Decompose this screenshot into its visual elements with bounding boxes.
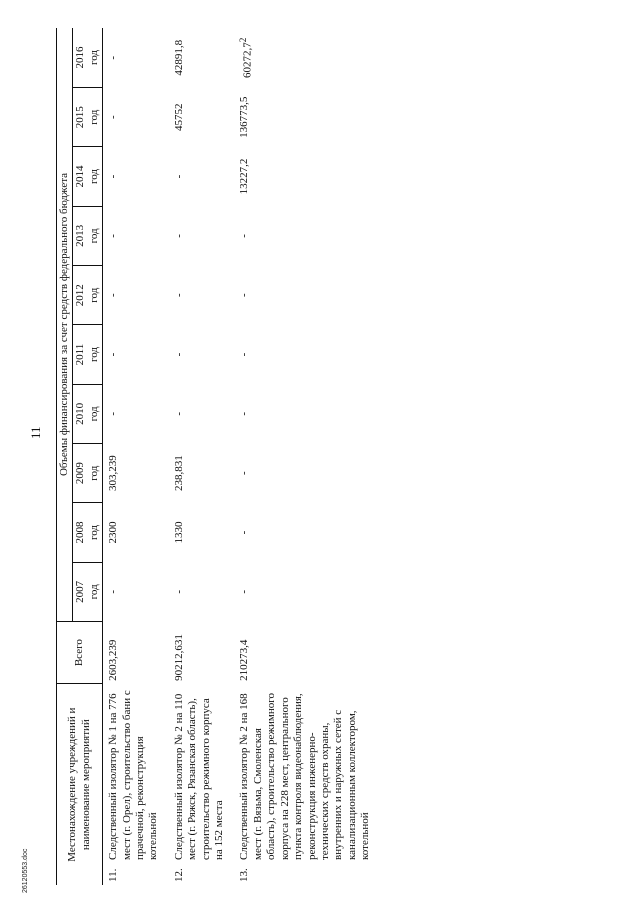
row-name-cell: 12. Следственный изолятор № 2 на 110 мест (г. Ряжск, Рязанская область), строительство режимного корпуса на 152 места xyxy=(172,693,226,882)
row-value: 303,239 xyxy=(107,455,120,492)
header-name: Местонахождение учреждений и наименование мероприятий xyxy=(57,684,103,885)
row-value: - xyxy=(238,352,251,357)
row-total: 210273,4 xyxy=(238,639,251,681)
row-value: - xyxy=(107,174,120,179)
row-value: - xyxy=(107,589,120,594)
header-group: Объемы финансирования за счет средств федерального бюджета xyxy=(57,28,73,621)
page-number: 11 xyxy=(28,426,43,439)
header-total: Всего xyxy=(57,621,103,683)
table-row xyxy=(103,28,169,885)
row-value: 42891,8 xyxy=(172,39,185,76)
row-value: 1330 xyxy=(172,521,185,544)
row-name-cell: 13. Следственный изолятор № 2 на 168 мест (г. Вязьма, Смоленская область), строительство режимного корпуса на 228 мест, центрального пункта контроля видеонаблюдения, реконструкция инженерно-технических средств охраны, внутренних и наружных сетей с канализационным коллектором, котельной xyxy=(238,693,372,882)
row-name-cell: 11. Следственный изолятор № 1 на 776 мест (г. Орел), строительство бани с прачечной, реконструкция котельной xyxy=(107,690,160,882)
footer-code: 26120553.doc xyxy=(22,848,29,893)
row-value: - xyxy=(107,352,120,357)
row-value: 136773,5 xyxy=(238,96,251,138)
row-value: - xyxy=(107,412,120,416)
header-year: 2009 год xyxy=(73,444,103,503)
header-year: 2016 год xyxy=(73,28,103,88)
row-value: - xyxy=(107,293,120,298)
header-year: 2015 год xyxy=(73,88,103,147)
row-value: 13227,2 xyxy=(238,158,251,195)
row-value: - xyxy=(238,412,251,416)
row-total: 90212,631 xyxy=(172,634,185,681)
row-value: - xyxy=(172,352,185,357)
row-value: - xyxy=(172,174,185,179)
header-year: 2010 год xyxy=(73,384,103,443)
header-year: 2007 год xyxy=(73,562,103,621)
row-value: - xyxy=(107,234,120,238)
row-value: - xyxy=(238,530,251,535)
header-year: 2008 год xyxy=(73,503,103,562)
table-row xyxy=(169,28,235,885)
row-value: - xyxy=(172,293,185,298)
row-value: - xyxy=(238,471,251,475)
row-value: 2300 xyxy=(107,521,120,544)
row-value: - xyxy=(172,589,185,594)
row-value: - xyxy=(238,589,251,594)
row-value: 238,831 xyxy=(172,455,185,492)
row-value: 45752 xyxy=(172,103,185,131)
financing-table xyxy=(56,28,381,885)
row-value: - xyxy=(172,412,185,416)
table-row xyxy=(234,28,380,885)
row-value: 60272,7$^2$ xyxy=(238,37,255,78)
rotated-table-container xyxy=(56,28,621,885)
header-year: 2014 год xyxy=(73,147,103,206)
header-year: 2013 год xyxy=(73,206,103,265)
header-year: 2012 год xyxy=(73,266,103,325)
row-value: - xyxy=(107,115,120,120)
row-value: - xyxy=(238,234,251,238)
row-value: - xyxy=(172,234,185,238)
row-total: 2603,239 xyxy=(107,639,120,681)
row-value: - xyxy=(238,293,251,298)
footnote-marker: 2 xyxy=(238,37,249,43)
header-year: 2011 год xyxy=(73,325,103,384)
row-value: - xyxy=(107,55,120,60)
